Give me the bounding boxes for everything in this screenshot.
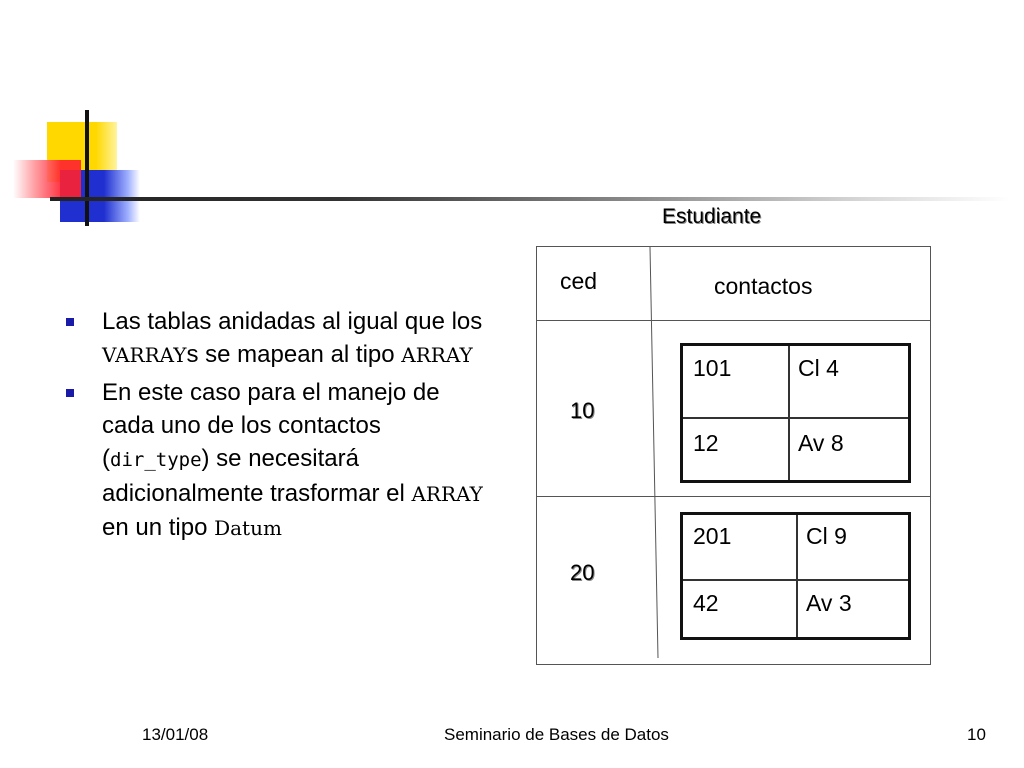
cell-separator bbox=[683, 579, 908, 581]
nested-cell: Cl 4 bbox=[798, 355, 839, 381]
nested-table bbox=[680, 343, 911, 483]
cell-separator bbox=[683, 417, 908, 419]
bullet-item: En este caso para el manejo de cada uno de los contactos (dir_type) se necesitará adicionalmente trasformar el ARRAY en un tipo Datum bbox=[62, 376, 492, 545]
nested-cell: 12 bbox=[693, 430, 719, 456]
bullet-item: Las tablas anidadas al igual que los VARRAYs se mapean al tipo ARRAY bbox=[62, 305, 492, 372]
row-ced-value: 20 bbox=[570, 560, 595, 585]
footer-date: 13/01/08 bbox=[142, 725, 209, 744]
cell-separator bbox=[796, 515, 798, 637]
page-number: 10 bbox=[967, 725, 986, 744]
nested-cell: 201 bbox=[693, 523, 732, 549]
nested-cell: 101 bbox=[693, 355, 732, 381]
nested-cell: Av 3 bbox=[806, 590, 852, 616]
nested-cell: 42 bbox=[693, 590, 719, 616]
header-ced: ced bbox=[560, 268, 598, 294]
nested-table bbox=[680, 512, 911, 640]
nested-cell: Cl 9 bbox=[806, 523, 847, 549]
header-contactos: contactos bbox=[714, 273, 813, 299]
row-ced-value: 10 bbox=[570, 398, 595, 423]
diagram-title: Estudiante bbox=[662, 205, 762, 228]
cell-separator bbox=[788, 346, 790, 480]
footer-title: Seminario de Bases de Datos bbox=[444, 725, 669, 744]
nested-cell: Av 8 bbox=[798, 430, 844, 456]
